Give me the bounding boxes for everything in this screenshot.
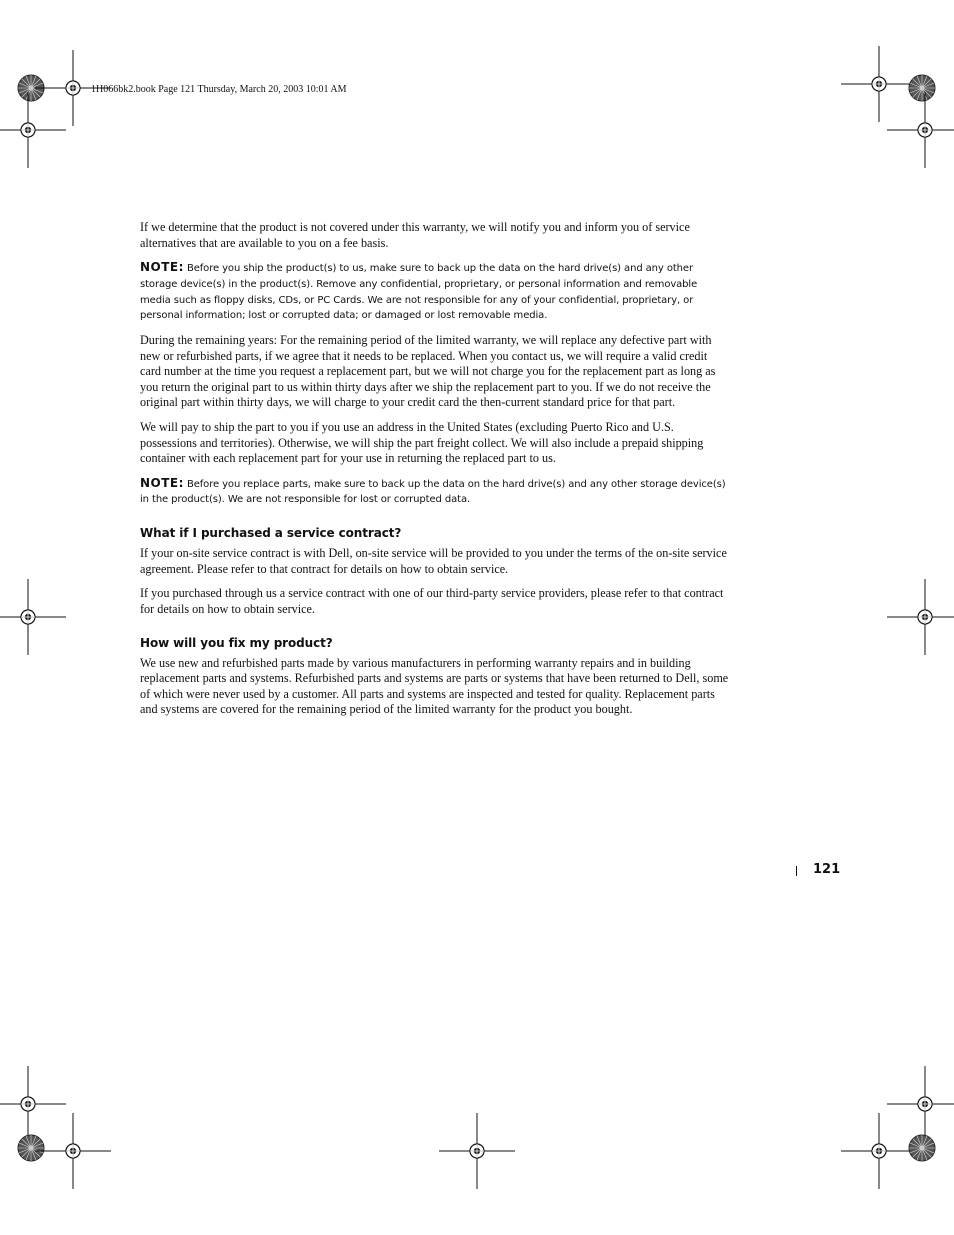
note-label: NOTE: bbox=[140, 260, 184, 275]
color-wheel-icon bbox=[909, 1135, 935, 1161]
note-text: Before you replace parts, make sure to back up the data on the hard drive(s) and any other storage device(s) in the product(s). We are not responsible for lost or corrupted data. bbox=[140, 478, 726, 506]
crosshair-icon bbox=[841, 1113, 917, 1189]
paragraph-remaining-years bbox=[140, 333, 730, 411]
paragraph-parts: We use new and refurbished parts made by various manufacturers in performing warranty repairs and in building replacement parts and systems. Refurbished parts and systems are parts or systems that have been returned to Dell, some of which were never used by a customer. All parts and systems are inspected and tested for quality. Replacement parts and systems are covered for the remaining period of the limited warranty for the product you bought. bbox=[140, 655, 729, 717]
crosshair-icon bbox=[841, 46, 917, 122]
heading-service-contract: What if I purchased a service contract? bbox=[140, 526, 402, 541]
paragraph-not-covered: If we determine that the product is not covered under this warranty, we will notify you and inform you of service alternatives that are available to you on a fee basis. bbox=[140, 220, 690, 250]
crosshair-icon bbox=[35, 1113, 111, 1189]
crosshair-icon bbox=[887, 92, 954, 168]
note-backup-ship bbox=[140, 260, 730, 324]
crosshair-icon bbox=[887, 1066, 954, 1142]
note-label: NOTE: bbox=[140, 475, 184, 490]
paragraph-third-party: If you purchased through us a service contract with one of our third-party service providers, please refer to that contract for details on how to obtain service. bbox=[140, 586, 724, 616]
heading-fix-product: How will you fix my product? bbox=[140, 635, 333, 650]
print-info-header: 1H066bk2.book Page 121 Thursday, March 20, 2003 10:01 AM bbox=[91, 84, 347, 95]
crosshair-icon bbox=[887, 579, 954, 655]
page-number: 121 bbox=[813, 862, 841, 877]
page-number-divider bbox=[796, 866, 797, 876]
note-text: Before you ship the product(s) to us, make sure to back up the data on the hard drive(s) and any other storage device(s) in the product(s). Remove any confidential, proprietary, or personal information and removable media such as floppy disks, CDs, or PC Cards. We are not responsible for any of your confidential, proprietary, or personal information; lost or corrupted data; or damaged or lost removable media. bbox=[140, 263, 698, 322]
crosshair-icon bbox=[0, 1066, 66, 1142]
color-wheel-icon bbox=[18, 1135, 44, 1161]
note-backup-replace bbox=[140, 476, 730, 508]
lead-in: During the remaining years: bbox=[140, 333, 278, 347]
crosshair-icon bbox=[0, 579, 66, 655]
paragraph-onsite: If your on-site service contract is with Dell, on-site service will be provided to you under the terms of the on-site service agreement. Please refer to that contract for details on how to obtain service. bbox=[140, 546, 727, 576]
crosshair-icon bbox=[0, 92, 66, 168]
paragraph-text: For the remaining period of the limited warranty, we will replace any defective part with new or refurbished parts, if we agree that it needs to be replaced. When you contact us, we will require a valid credit card number at the time you request a replacement part, but we will not charge you for the replacement part as long as you return the original part to us within thirty days after we ship the replacement part to you. If we do not receive the original part within thirty days, we will charge to your credit card the then-current standard price for that part. bbox=[140, 333, 716, 410]
color-wheel-icon bbox=[909, 75, 935, 101]
page-content bbox=[140, 220, 730, 727]
crosshair-icon bbox=[439, 1113, 515, 1189]
paragraph-shipping: We will pay to ship the part to you if you use an address in the United States (excluding Puerto Rico and U.S. possessions and territories). Otherwise, we will ship the part freight collect. We will also include a prepaid shipping container with each replacement part for your use in returning the replaced part to us. bbox=[140, 419, 704, 466]
